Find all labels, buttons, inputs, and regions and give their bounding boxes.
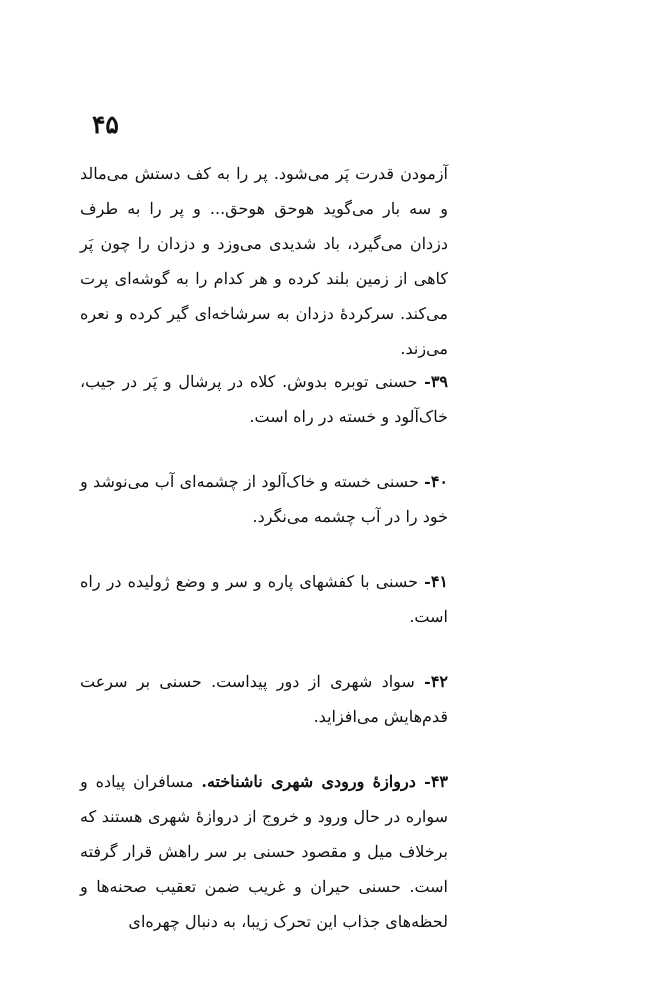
scene-42-paragraph — [80, 664, 448, 734]
scene-41-paragraph — [80, 564, 448, 634]
scene-39-number: ۳۹- — [424, 372, 448, 391]
scene-39-text: حسنی توبره بدوش. کلاه در پرشال و پَر در جیب، خاک‌آلود و خسته در راه است. — [80, 372, 448, 426]
scene-40-number: ۴۰- — [424, 472, 448, 491]
scene-40-text: حسنی خسته و خاک‌آلود از چشمه‌ای آب می‌نوشد و خود را در آب چشمه می‌نگرد. — [80, 472, 448, 526]
intro-paragraph: آزمودن قدرت پَر می‌شود. پر را به کف دستش می‌مالد و سه بار می‌گوید هوحق هوحق... و پر را به طرف دزدان می‌گیرد، باد شدیدی می‌وزد و دزدان را چون پَر کاهی از زمین بلند کرده و هر کدام را به گوشه‌ای پرت می‌کند. سرکردهٔ دزدان به سرشاخه‌ای گیر کرده و نعره می‌زند. — [80, 164, 448, 358]
page-number: ۴۵ — [92, 110, 119, 139]
scene-43-number: ۴۳- — [424, 772, 448, 791]
scene-43-text: مسافران پیاده و سواره در حال ورود و خروج از دروازهٔ شهری هستند که برخلاف میل و مقصود حسنی بر سر راهش قرار گرفته است. حسنی حیران و غریب ضمن تعقیب صحنه‌ها و لحظه‌های جذاب این تحرک زیبا، به دنبال چهره‌ای — [80, 772, 448, 931]
scene-39-paragraph — [80, 364, 448, 434]
scene-43-heading: دروازهٔ ورودی شهری ناشناخته. — [201, 772, 425, 791]
scene-40-paragraph — [80, 464, 448, 534]
scene-41-text: حسنی با کفشهای پاره و سر و وضع ژولیده در راه است. — [80, 572, 448, 626]
scene-42-number: ۴۲- — [424, 672, 448, 691]
scene-41-number: ۴۱- — [424, 572, 448, 591]
scene-42-text: سواد شهری از دور پیداست. حسنی بر سرعت قدم‌هایش می‌افزاید. — [80, 672, 448, 726]
scene-43-paragraph — [80, 764, 448, 939]
